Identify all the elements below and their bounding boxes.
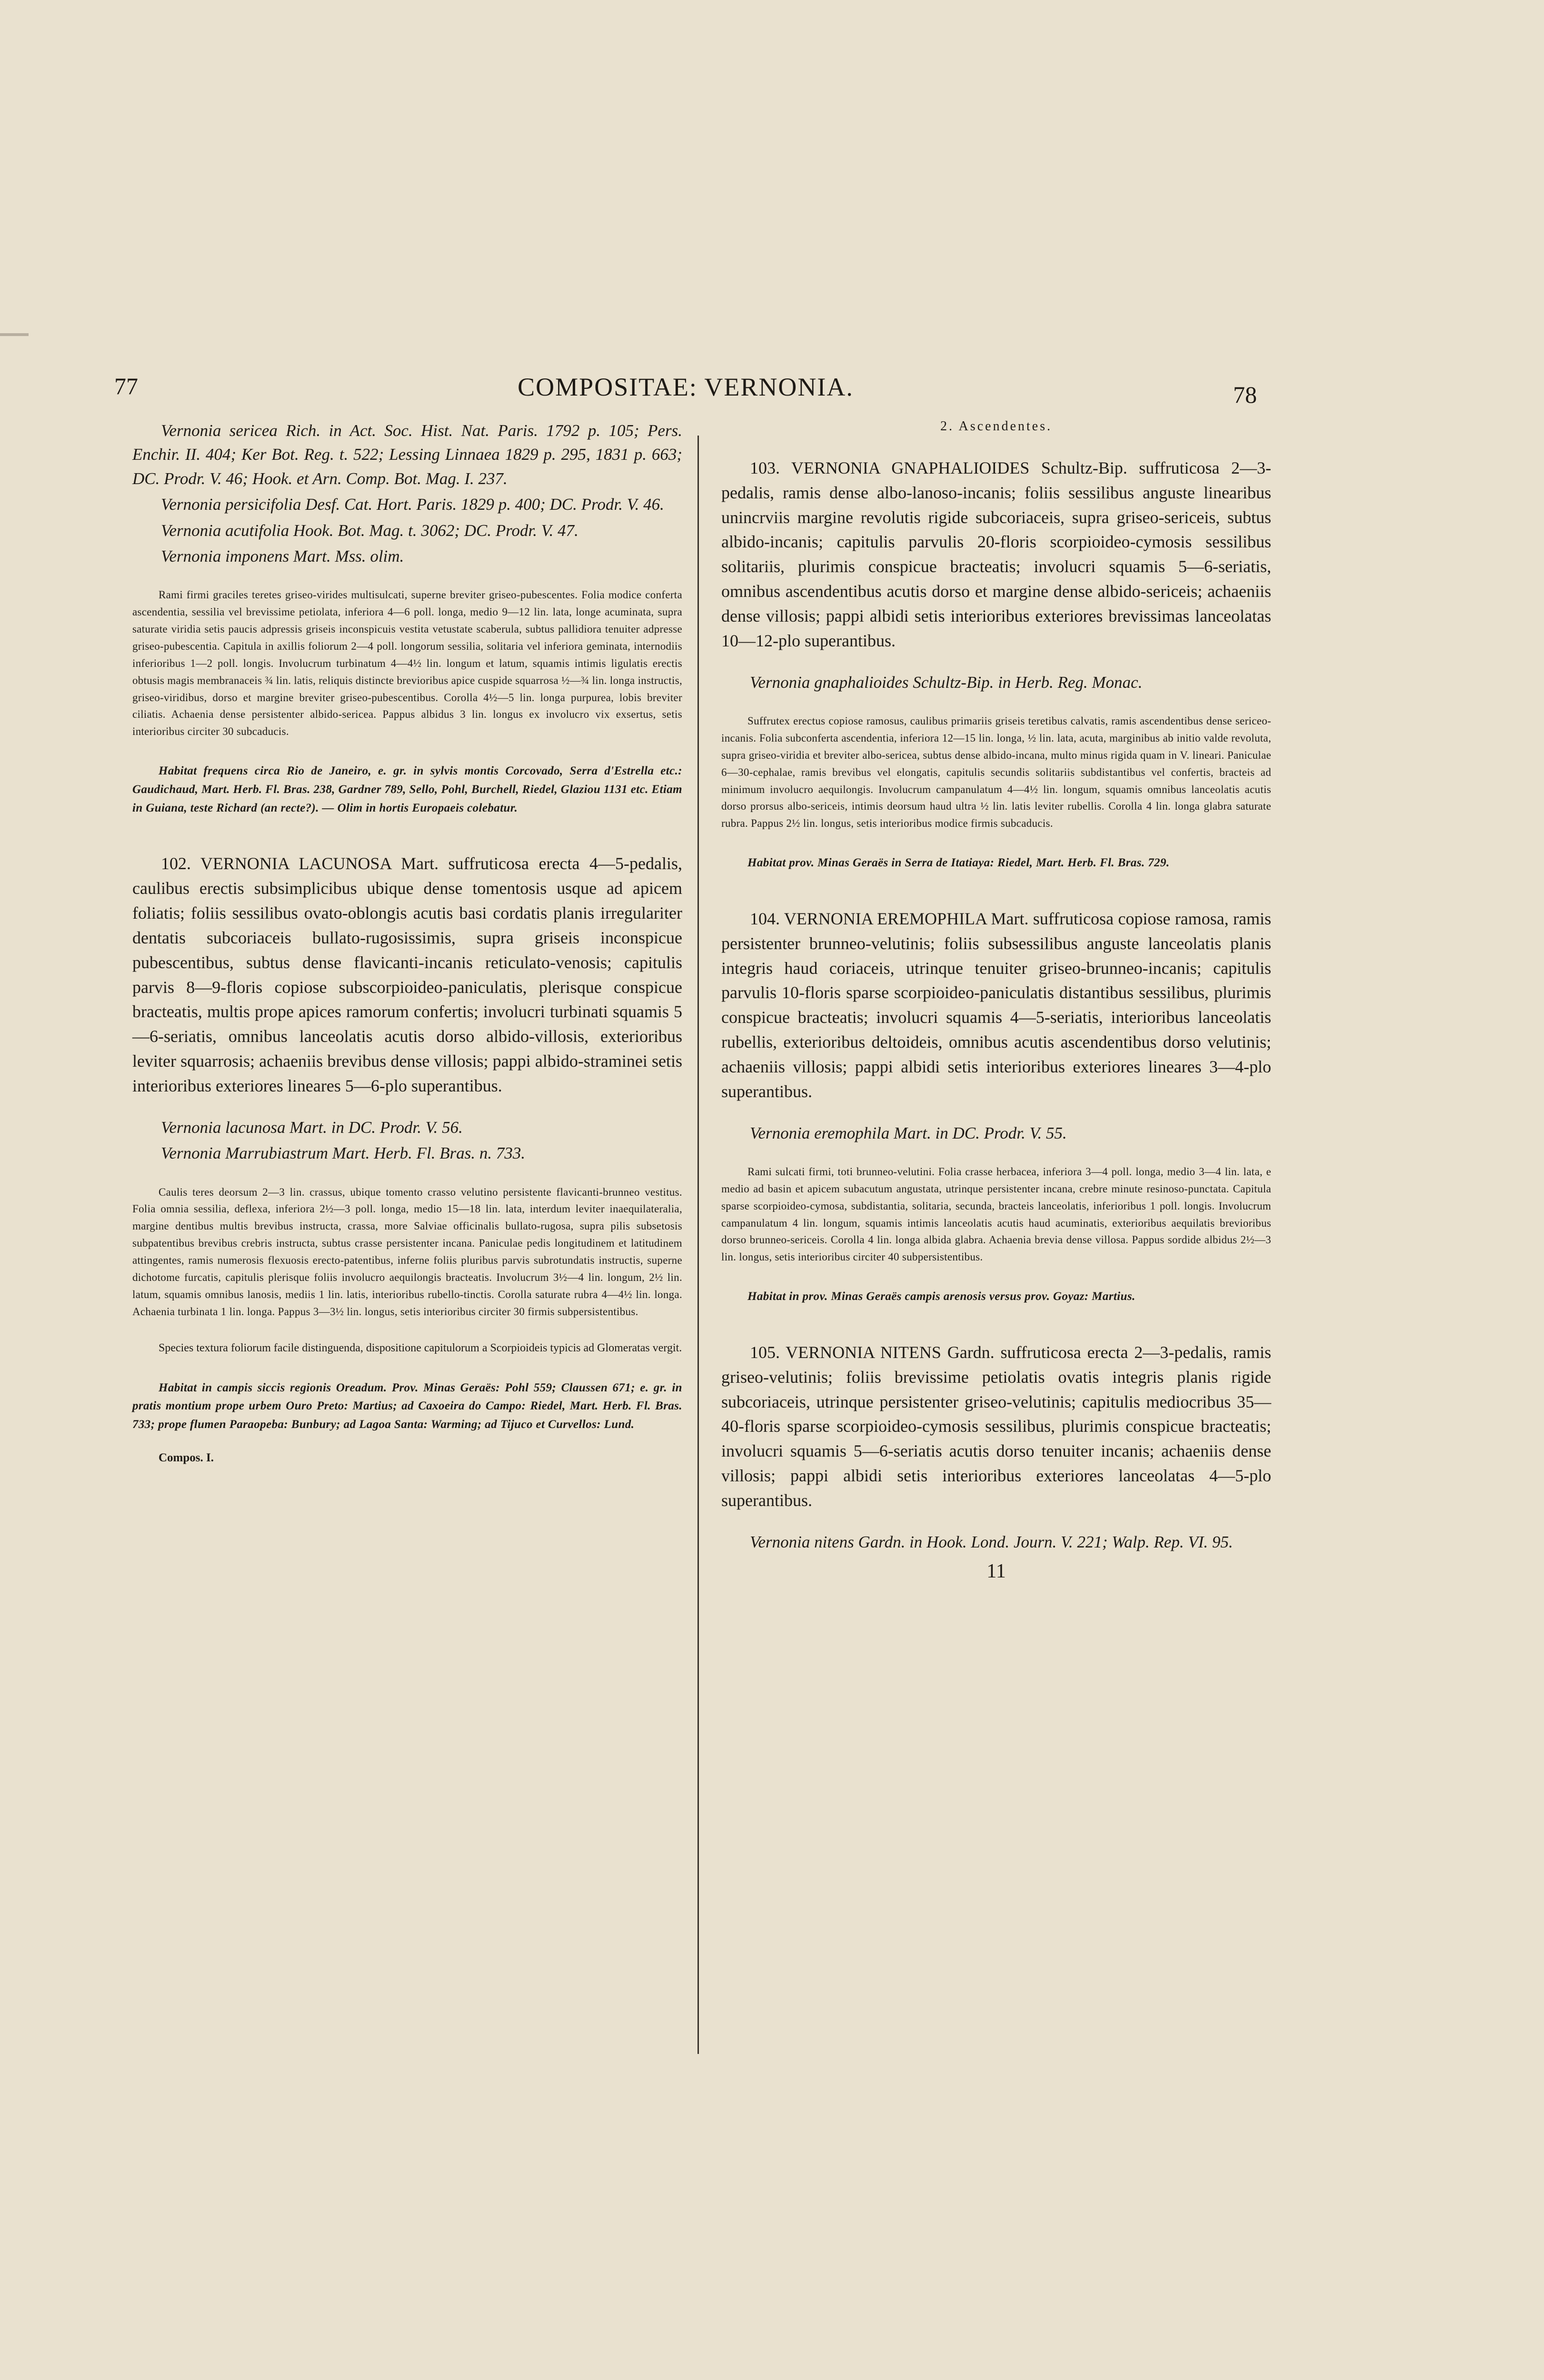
synonym: Vernonia gnaphalioides Schultz-Bip. in Herb. Reg. Monac.: [750, 673, 1143, 692]
column-divider: [697, 436, 699, 2054]
habitat-101: Habitat frequens circa Rio de Janeiro, e. gr. in sylvis montis Corcovado, Serra d'Estrella etc.: Gaudichaud, Mart. Herb. Fl. Bras. 238, Gardner 789, Sello, Pohl, Burchell, Riedel, Glaziou 1131 etc. Etiam in Guiana, teste Richard (an recte?). — Olim in hortis Europaeis colebatur.: [132, 764, 682, 814]
right-column: [721, 419, 1271, 1583]
running-title: COMPOSITAE: VERNONIA.: [518, 373, 854, 401]
signature-mark: Compos. I.: [159, 1451, 214, 1464]
habitat-103: Habitat prov. Minas Geraës in Serra de Itatiaya: Riedel, Mart. Herb. Fl. Bras. 729.: [747, 856, 1170, 870]
synonym: Vernonia Marrubiastrum Mart. Herb. Fl. Bras. n. 733.: [161, 1144, 526, 1163]
species-103-diagnosis: 103. VERNONIA GNAPHALIOIDES Schultz-Bip. suffruticosa 2—3-pedalis, ramis dense albo-lanoso-incanis; foliis sessilibus anguste linearibus unincrviis margine revolutis rigide subcoriaceis, supra griseo-sericeis, subtus albido-incanis; capitulis parvulis 20-floris scorpioideo-cymosis sessilibus solitariis, plurimis conspicue bracteatis; involucri squamis 5—6-seriatis, omnibus ascendentibus acutis dorso et margine dense albido-sericeis; achaeniis dense villosis; pappi albidi setis interioribus exteriores brevissimas lanceolatas 10—12-plo superantibus.: [721, 458, 1271, 650]
description-101: Rami firmi graciles teretes griseo-virides multisulcati, superne breviter griseo-pubescentes. Folia modice conferta ascendentia, sessilia vel brevissime petiolata, inferiora 4—6 poll. longa, medio 9—12 lin. lata, longe acuminata, supra saturate viridia setis paucis adpressis griseis inconspicuis vestita vetustate scaberula, subtus pallidiora tenuiter adpresse griseo-pubescentia. Capitula in axillis foliorum 2—4 poll. longorum sessilia, solitaria vel inferiora geminata, internodiis inferioribus 1—2 poll. longis. Involucrum turbinatum 4—4½ lin. longum et latum, squamis intimis ligulatis erectis obtusis magis membranaceis ¾ lin. latis, reliquis distincte brevioribus apice cuspide squarrosa ½—¾ lin. longa instructis, griseo-viridibus, dorso et margine breviter griseo-pubescentibus. Corolla 4½—5 lin. longa purpurea, lobis breviter ciliatis. Achaenia dense persistenter albido-sericea. Pappus albidus 3 lin. longus ex involucro vix exsertus, setis interioribus circiter 30 subcaducis.: [132, 589, 682, 738]
synonym: Vernonia imponens Mart. Mss. olim.: [161, 546, 404, 565]
species-105-diagnosis: 105. VERNONIA NITENS Gardn. suffruticosa erecta 2—3-pedalis, ramis griseo-velutinis; foliis brevissime petiolatis ovatis integris planis rigide subcoriaceis, utrinque persistenter griseo-velutinis; capitulis mediocribus 35—40-floris sparse scorpioideo-cymosis sessilibus, plurimis conspicue bracteatis; involucri squamis 5—6-seriatis acutis dorso tenuiter incanis; achaeniis dense villosis; pappi albidi setis interioribus exteriores lanceolatas 4—5-plo superantibus.: [721, 1342, 1271, 1510]
description-102: Caulis teres deorsum 2—3 lin. crassus, ubique tomento crasso velutino persistente flavicanti-brunneo vestitus. Folia omnia sessilia, deflexa, inferiora 2½—3 poll. longa, medio 15—18 lin. lata, interdum leviter inaequilateralia, margine dentibus multis brevibus instructa, crassa, more Salviae officinalis bullato-rugosa, supra pilis subsetosis subpatentibus brevibus crebris instructa, subtus crasse persistenter incana. Paniculae pedis longitudinem et latitudinem attingentes, ramis numerosis flexuosis erecto-patentibus, inferne foliis pluribus parvis subrotundatis instructis, superne dichotome furcatis, capitulis plerisque foliis involucro aequilongis bracteatis. Involucrum 3½—4 lin. longum, 2½ lin. latum, squamis omnibus lanosis, mediis 1 lin. latis, interioribus rubello-tinctis. Corolla saturate rubra 4—4½ lin. longa. Achaenia turbinata 1 lin. longa. Pappus 3—3½ lin. longus, setis interioribus circiter 30 firmis subpersistentibus.: [132, 1186, 682, 1318]
note-102: Species textura foliorum facile distinguenda, dispositione capitulorum a Scorpioideis typicis ad Glomeratas vergit.: [159, 1341, 682, 1354]
habitat-104: Habitat in prov. Minas Geraës campis arenosis versus prov. Goyaz: Martius.: [747, 1290, 1136, 1303]
species-102-diagnosis: 102. VERNONIA LACUNOSA Mart. suffruticosa erecta 4—5-pedalis, caulibus erectis subsimplicibus ubique dense tomentosis usque ad apicem foliatis; foliis sessilibus ovato-oblongis acutis basi cordatis planis irregulariter dentatis subcoriaceis bullato-rugosissimis, supra griseis inconspicue pubescentibus, subtus dense flavicanti-incanis reticulato-venosis; capitulis parvis 8—9-floris copiose subscorpioideo-paniculatis, plerisque conspicue bracteatis, multis prope apices ramorum confertis; involucri turbinati squamis 5—6-seriatis, omnibus lanceolatis acutis dorso albido-villosis, exterioribus leviter squarrosis; achaeniis brevibus dense villosis; pappi albido-straminei setis interioribus exteriores lineares 5—6-plo superantibus.: [132, 854, 682, 1095]
description-103: Suffrutex erectus copiose ramosus, caulibus primariis griseis teretibus calvatis, ramis ascendentibus dense sericeo-incanis. Folia subconferta ascendentia, inferiora 12—15 lin. longa, ½ lin. lata, acuta, marginibus ab initio valde revoluta, supra griseo-viridia et breviter albo-sericea, subtus dense albido-incana, multo minus rigida quam in V. lineari. Paniculae 6—30-cephalae, ramis brevibus vel elongatis, capitulis secundis solitariis subdistantibus vel confertis, bracteis ad minimum involucro aequilongis. Involucrum campanulatum 4—4½ lin. longum, squamis omnibus lanceolatis acutis dorso prorsus albo-sericeis, intimis deorsum haud ultra ½ lin. latis leviter rubellis. Corolla 4 lin. longa glabra saturate rubra. Pappus 2½ lin. longus, setis interioribus modice firmis subcaducis.: [721, 715, 1271, 830]
synonym: Vernonia sericea Rich. in Act. Soc. Hist. Nat. Paris. 1792 p. 105; Pers. Enchir. II. 404; Ker Bot. Reg. t. 522; Lessing Linnaea 1829 p. 295, 1831 p. 663; DC. Prodr. V. 46; Hook. et Arn. Comp. Bot. Mag. I. 237.: [132, 421, 682, 488]
synonym: Vernonia lacunosa Mart. in DC. Prodr. V. 56.: [161, 1118, 463, 1137]
margin-tick: [0, 333, 29, 336]
species-104-diagnosis: 104. VERNONIA EREMOPHILA Mart. suffruticosa copiose ramosa, ramis persistenter brunneo-velutinis; foliis subsessilibus anguste lanceolatis planis integris haud coriaceis, utrinque tenuiter griseo-brunneo-incanis; capitulis parvulis 10-floris sparse scorpioideo-paniculatis distantibus sessilibus, plurimis conspicue bracteatis; involucri squamis 4—5-seriatis, interioribus lanceolatis rubellis, exterioribus deltoideis, omnibus acutis ascendentibus dorso velutinis; achaeniis villosis; pappi albidi setis interioribus exteriores lineares 3—4-plo superantibus.: [721, 909, 1271, 1101]
synonym: Vernonia nitens Gardn. in Hook. Lond. Journ. V. 221; Walp. Rep. VI. 95.: [750, 1532, 1233, 1551]
signature-number: 11: [986, 1560, 1006, 1583]
synonym: Vernonia eremophila Mart. in DC. Prodr. V. 55.: [750, 1123, 1067, 1142]
page-number-right: 78: [1233, 381, 1257, 408]
habitat-102: Habitat in campis siccis regionis Oreadum. Prov. Minas Geraës: Pohl 559; Claussen 671; e. gr. in pratis montium prope urbem Ouro Preto: Martius; ad Caxoeira do Campo: Riedel, Mart. Herb. Fl. Bras. 733; prope flumen Paraopeba: Bunbury; ad Lagoa Santa: Warming; ad Tijuco et Curvellos: Lund.: [132, 1381, 682, 1431]
page-number-left: 77: [114, 373, 138, 399]
left-column: [132, 419, 682, 1465]
page-header: [114, 367, 1257, 409]
synonym: Vernonia persicifolia Desf. Cat. Hort. Paris. 1829 p. 400; DC. Prodr. V. 46.: [161, 495, 664, 514]
section-heading: 2. Ascendentes.: [940, 419, 1052, 434]
synonym: Vernonia acutifolia Hook. Bot. Mag. t. 3062; DC. Prodr. V. 47.: [161, 521, 578, 540]
description-104: Rami sulcati firmi, toti brunneo-velutini. Folia crasse herbacea, inferiora 3—4 poll. longa, medio 3—4 lin. lata, e medio ad basin et apicem subacutum angustata, utrinque persistenter incana, crebre minute resinoso-punctata. Capitula sparse scorpioideo-cymosa, subdistantia, solitaria, secunda, bracteis lanceolatis, inferioribus 1 poll. longis. Involucrum campanulatum 4 lin. longum, squamis intimis lanceolatis acutis haud acuminatis, exterioribus aequilatis brevioribus dorso brunneo-sericeis. Corolla 4 lin. longa albida glabra. Achaenia brevia dense villosa. Pappus sordide albidus 2½—3 lin. longus, setis interioribus circiter 40 subpersistentibus.: [721, 1165, 1271, 1263]
